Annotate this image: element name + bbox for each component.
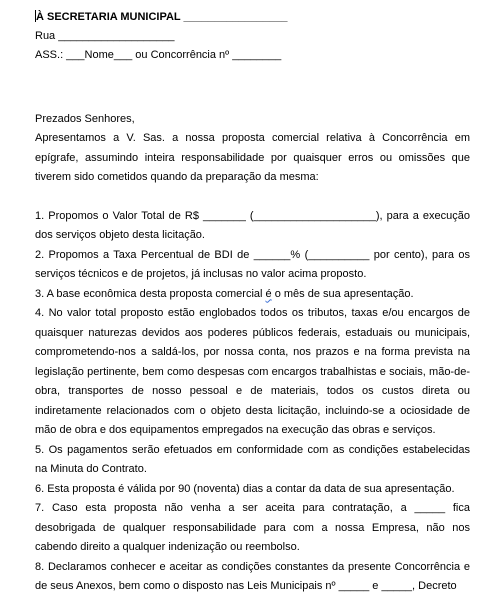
clause-1: 1. Propomos o Valor Total de R$ _______ (____________________), para a execução dos serviços objeto desta licitação.: [35, 209, 470, 241]
greeting: Prezados Senhores,: [35, 113, 135, 125]
addressee-line: [35, 8, 470, 27]
clause-3-after: o mês de sua apresentação.: [271, 287, 414, 300]
spellcheck-flagged-word[interactable]: é: [265, 287, 272, 300]
subject-line: ASS.: ___Nome___ ou Concorrência nº ________: [35, 49, 282, 61]
clause-3-before: 3. A base econômica desta proposta comercial: [35, 287, 266, 300]
clause-2: 2. Propomos a Taxa Percentual de BDI de ______% (__________ por cento), para os serviços técnicos e de projetos, já inclusas no valor acima proposto.: [35, 248, 470, 280]
clause-4: 4. No valor total proposto estão englobados todos os tributos, taxas e/ou encargos de quaisquer naturezas devidos aos poderes públicos federais, estaduais ou municipais, comprometendo-nos a saldá-los, por nossa conta, nos prazos e na forma prevista na legislação pertinente, bem como despesas com encargos trabalhistas e sociais, mão-de-obra, transportes de nosso pessoal e de materiais, todos os custos direta ou indiretamente relacionados com o objeto desta licitação, incluindo-se a ociosidade de mão de obra e dos equipamentos empregados na execução das obras e serviços.: [35, 307, 470, 436]
clause-6: 6. Esta proposta é válida por 90 (noventa) dias a contar da data de sua apresentação.: [35, 482, 455, 495]
header-spacer: [35, 65, 470, 110]
clause-3: [35, 285, 470, 305]
street-line: Rua ___________________: [35, 30, 175, 42]
clause-8: 8. Declaramos conhecer e aceitar as condições constantes da presente Concorrência e de seus Anexos, bem como o disposto nas Leis Municipais nº _____ e _____, Decreto: [35, 560, 470, 592]
clause-5: 5. Os pagamentos serão efetuados em conformidade com as condições estabelecidas na Minuta do Contrato.: [35, 443, 470, 475]
intro-paragraph: Apresentamos a V. Sas. a nossa proposta comercial relativa à Concorrência em epígrafe, assumindo inteira responsabilidade por quaisquer erros ou omissões que tiverem sido cometidos quando da preparação da mesma:: [35, 132, 470, 183]
clause-7: 7. Caso esta proposta não venha a ser aceita para contratação, a _____ fica desobrigada de qualquer responsabilidade para com a nossa Empresa, não nos cabendo direito a qualquer indenização ou reembolso.: [35, 502, 470, 553]
addressee-text: À SECRETARIA MUNICIPAL _________________: [36, 11, 288, 23]
paragraph-gap: [35, 188, 470, 207]
